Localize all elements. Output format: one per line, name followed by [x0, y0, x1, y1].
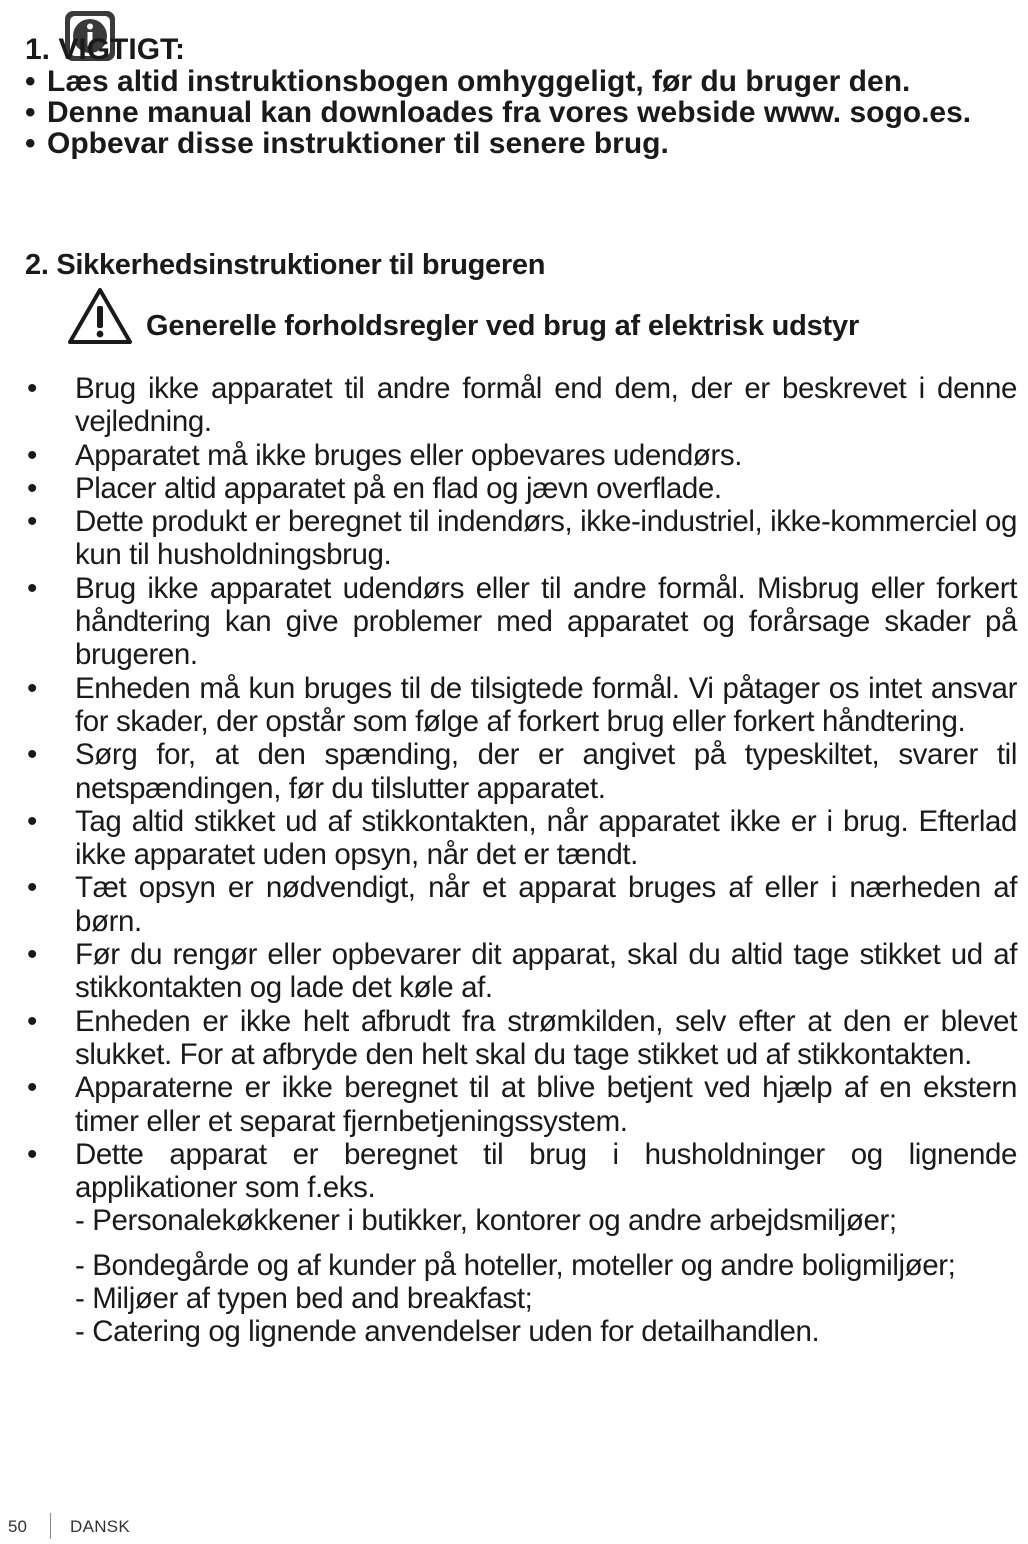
- list-item: • Enheden er ikke helt afbrudt fra strømkilden, selv efter at den er blevet slukket. For at afbryde den helt skal du tage stikket ud af stikkontakten.: [27, 1004, 1017, 1071]
- list-item: • Enheden må kun bruges til de tilsigtede formål. Vi påtager os intet ansvar for skader, der opstår som følge af forkert brug eller forkert håndtering.: [27, 671, 1017, 738]
- list-item: • Opbevar disse instruktioner til senere brug.: [25, 127, 669, 160]
- list-item: • Sørg for, at den spænding, der er angivet på typeskiltet, svarer til netspændingen, før du tilslutter apparatet.: [27, 738, 1017, 805]
- list-item: • Tag altid stikket ud af stikkontakten, når apparatet ikke er i brug. Efterlad ikke apparatet uden opsyn, når det er tændt.: [27, 804, 1017, 872]
- list-item: • Brug ikke apparatet udendørs eller til andre formål. Misbrug eller forkert håndtering kan give problemer med apparatet og forårsage skader på brugeren.: [27, 571, 1017, 672]
- household-uses-list: [75, 1204, 1017, 1348]
- section2-title: 2. Sikkerhedsinstruktioner til brugeren: [25, 249, 546, 281]
- section1-title: 1. VIGTIGT:: [25, 33, 186, 66]
- list-item: • Denne manual kan downloades fra vores webside www. sogo.es.: [25, 96, 972, 129]
- footer-language: DANSK: [70, 1517, 131, 1536]
- list-item: • Apparaterne er ikke beregnet til at blive betjent ved hjælp af en ekstern timer eller et separat fjernbetjeningssystem.: [27, 1071, 1017, 1138]
- safety-list: [25, 372, 1017, 1349]
- warning-triangle-icon: [66, 286, 134, 346]
- sub-list-item: - Bondegårde og af kunder på hoteller, moteller og andre boligmiljøer;: [75, 1248, 956, 1282]
- list-item: • Tæt opsyn er nødvendigt, når et apparat bruges af eller i nærheden af børn.: [27, 871, 1017, 938]
- list-item: • Læs altid instruktionsbogen omhyggeligt, før du bruger den.: [25, 65, 911, 98]
- sub-list-item: - Catering og lignende anvendelser uden for detailhandlen.: [75, 1315, 820, 1349]
- section2-subtitle: Generelle forholdsregler ved brug af elektrisk udstyr: [146, 310, 860, 342]
- list-item: • Placer altid apparatet på en flad og jævn overflade.: [27, 471, 722, 505]
- list-item: • Dette produkt er beregnet til indendørs, ikke-industriel, ikke-kommerciel og kun til husholdningsbrug.: [27, 505, 1017, 572]
- footer-divider: [50, 1513, 51, 1539]
- sub-list-item: - Personalekøkkener i butikker, kontorer og andre arbejdsmiljøer;: [75, 1204, 897, 1238]
- section1-list: [25, 66, 1010, 159]
- page-number: 50: [8, 1517, 27, 1536]
- list-item: • Brug ikke apparatet til andre formål end dem, der er beskrevet i denne vejledning.: [27, 372, 1017, 439]
- sub-list-item: - Miljøer af typen bed and breakfast;: [75, 1282, 533, 1316]
- list-item: • Før du rengør eller opbevarer dit apparat, skal du altid tage stikket ud af stikkontakten og lade det køle af.: [27, 938, 1017, 1005]
- list-item: • Apparatet må ikke bruges eller opbevares udendørs.: [27, 438, 743, 472]
- list-item: • Dette apparat er beregnet til brug i husholdninger og lignende applikationer som f.eks. - Personalekøkkener i butikker, kontorer og andre arbejdsmiljøer; - Bondegårde og af kunder på hoteller, moteller og andre boligmiljøer; - Miljøer af typen bed and breakfast; - Catering og lignende anvendelser uden for detailhandlen.: [27, 1137, 1017, 1349]
